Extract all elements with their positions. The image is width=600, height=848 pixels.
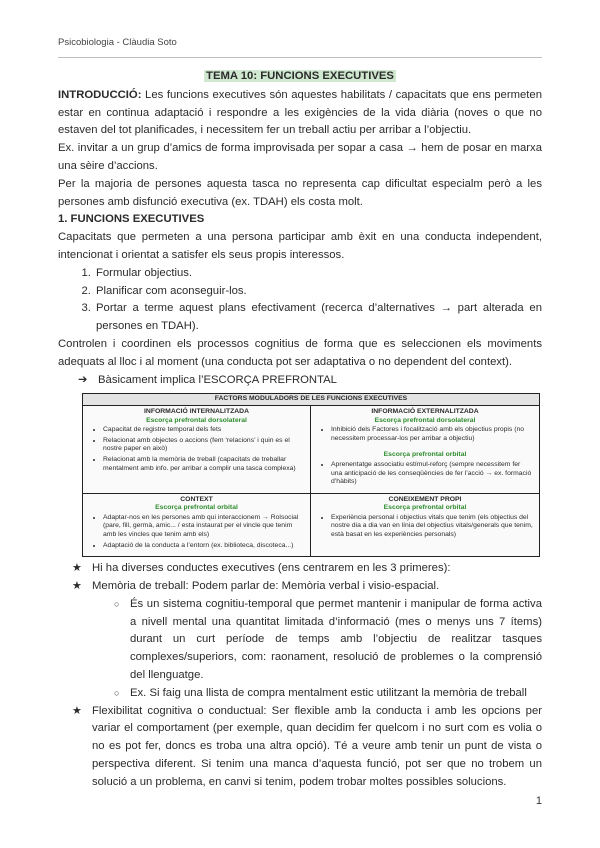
- circle-bullet: [58, 596, 542, 685]
- bullet-text: Memòria de treball: Podem parlar de: Memòria verbal i visio-espacial.: [92, 580, 440, 593]
- page-title: TEMA 10: FUNCIONS EXECUTIVES: [206, 70, 394, 82]
- cell-subtitle: Escorça prefrontal orbital: [155, 504, 238, 512]
- circle-bullet: [58, 685, 542, 703]
- arrow-bullet: [58, 372, 542, 390]
- factors-grid: [83, 406, 539, 556]
- star-icon: ★: [72, 562, 82, 575]
- cell-title: CONEIXEMENT PROPI: [388, 495, 462, 503]
- intro-paragraph: [58, 87, 542, 140]
- section-paragraph: Capacitats que permeten a una persona participar amb èxit en una conducta independent, intencionat i orientat a satisfer els seus propis interessos.: [58, 231, 542, 261]
- list-item: • Relacionat amb la memòria de treball (capacitats de treballar mentalment amb info. per arribar a complir una tasca complexa): [103, 456, 304, 473]
- list-item: 1. Formular objectius.: [94, 265, 542, 283]
- arrow-text: Bàsicament implica l’ESCORÇA PREFRONTAL: [98, 373, 337, 386]
- list-item: • Adaptació de la conducta a l’entorn (ex. biblioteca, discoteca...): [103, 542, 304, 551]
- document-body: [58, 68, 542, 792]
- bullet-text: Hi ha diverses conductes executives (ens centrarem en les 3 primeres):: [92, 562, 451, 575]
- list-item: • Aprenentatge associatiu estímul-reforç (sempre necessitem fer una anticipació de les conseqüències de fer l’acció → ex. formació d’hàbits): [331, 461, 533, 487]
- factors-title: FACTORS MODULADORS DE LES FUNCIONS EXECUTIVES: [83, 394, 539, 406]
- page-number: 1: [535, 795, 542, 807]
- intro-label: INTRODUCCIÓ:: [58, 88, 142, 101]
- list-item: 3. Portar a terme aquest plans efectivament (recerca d’alternatives → part alterada en persones en TDAH).: [94, 300, 542, 336]
- cell-title: INFORMACIÓ INTERNALITZADA: [144, 407, 249, 415]
- list-item: • Relacionat amb objectes o accions (fem ‘relacions’ i quin es el nostre paper en això): [103, 437, 304, 454]
- cell-external: [311, 406, 539, 494]
- control-paragraph: Controlen i coordinen els processos cognitius de forma que es seleccionen els moviments adequats al lloc i al moment (una conducta pot ser adaptativa o no dependent del context).: [58, 337, 542, 368]
- circle-icon: ○: [114, 598, 120, 609]
- cell-title: INFORMACIÓ EXTERNALITZADA: [371, 407, 479, 415]
- star-icon: ★: [72, 704, 82, 717]
- steps-list: [58, 265, 542, 336]
- star-bullet: [58, 578, 542, 596]
- cell-subtitle: Escorça prefrontal orbital: [383, 504, 467, 512]
- cell-internal: [83, 406, 311, 494]
- list-item: 2. Planificar com aconseguir-los.: [94, 283, 542, 301]
- header-divider: [58, 57, 542, 58]
- bullet-text: És un sistema cognitiu-temporal que permet mantenir i manipular de forma activa a nivell mental una quantitat limitada d’informació (mes o menys uns 7 ítems) durant un curt període de temps amb l’objectiu de realitzar tasques complexes/superiors, com: raonament, resolució de problemes o la comprensió del llenguatge.: [130, 597, 542, 682]
- star-icon: ★: [72, 580, 82, 593]
- list-item: • Experiència personal i objectius vitals que tenim (els objectius del nostre dia a dia van en línia del objectius vitals/generals que tenim, està basat en les experiències personals): [331, 514, 533, 540]
- page-header: Psicobiologia - Clàudia Soto: [58, 37, 177, 48]
- cell-subtitle: Escorça prefrontal orbital: [383, 451, 467, 459]
- section-heading: 1. FUNCIONS EXECUTIVES: [58, 213, 205, 226]
- cell-subtitle: Escorça prefrontal dorsolateral: [146, 416, 247, 424]
- intro-text: Les funcions executives són aquestes habilitats / capacitats que ens permeten estar en continua adaptació i respondre a les exigències de la vida diària (noves o que no estaven del tot planificades, i necessitem fer un treball actiu per arribar a l’objectiu.: [58, 88, 542, 137]
- list-item: • Adaptar-nos en les persones amb qui interaccionem → Rolsocial (pare, fill, germà, amic... / esta instaurat per el vincle que tenim amb les vincles que tenim amb els): [103, 514, 304, 540]
- cell-knowledge: [311, 494, 539, 557]
- cell-subtitle: Escorça prefrontal dorsolateral: [374, 416, 476, 424]
- cell-title: CONTEXT: [180, 495, 213, 503]
- circle-icon: ○: [114, 687, 120, 698]
- bullet-text: Ex. Si faig una llista de compra mentalment estic utilitzant la memòria de treball: [130, 686, 527, 699]
- star-bullet: [58, 703, 542, 792]
- factors-table: [82, 393, 540, 557]
- star-bullet: [58, 560, 542, 578]
- list-item: • Inhibició dels Factores i focalització amb els objectius propis (no necessitem processar-los per arribar a objectiu): [331, 426, 533, 443]
- cell-context: [83, 494, 311, 557]
- list-item: • Capacitat de registre temporal dels fets: [103, 426, 304, 435]
- intro-note: Per la majoria de persones aquesta tasca no representa cap dificultat especialm però a les persones amb disfunció executiva (ex. TDAH) els costa molt.: [58, 177, 542, 208]
- intro-example: Ex. invitar a un grup d’amics de forma improvisada per sopar a casa → hem de posar en marxa una sèire d’accions.: [58, 142, 542, 172]
- bullet-text: Flexibilitat cognitiva o conductual: Ser flexible amb la conducta i amb les opcions per variar el comportament (per exemple, quan decidim fer quelcom i no surt com es volia o no es pot fer, doncs es troba una altra opció). Té a veure amb tenir un punt de vista o perspectiva diferent. Si tenim una manca d’aquesta funció, pot ser que no trobem un solució a un problema, en canvi si tenim, podem trobar moltes possibles solucions.: [92, 704, 542, 788]
- arrow-icon: ➔: [78, 373, 88, 386]
